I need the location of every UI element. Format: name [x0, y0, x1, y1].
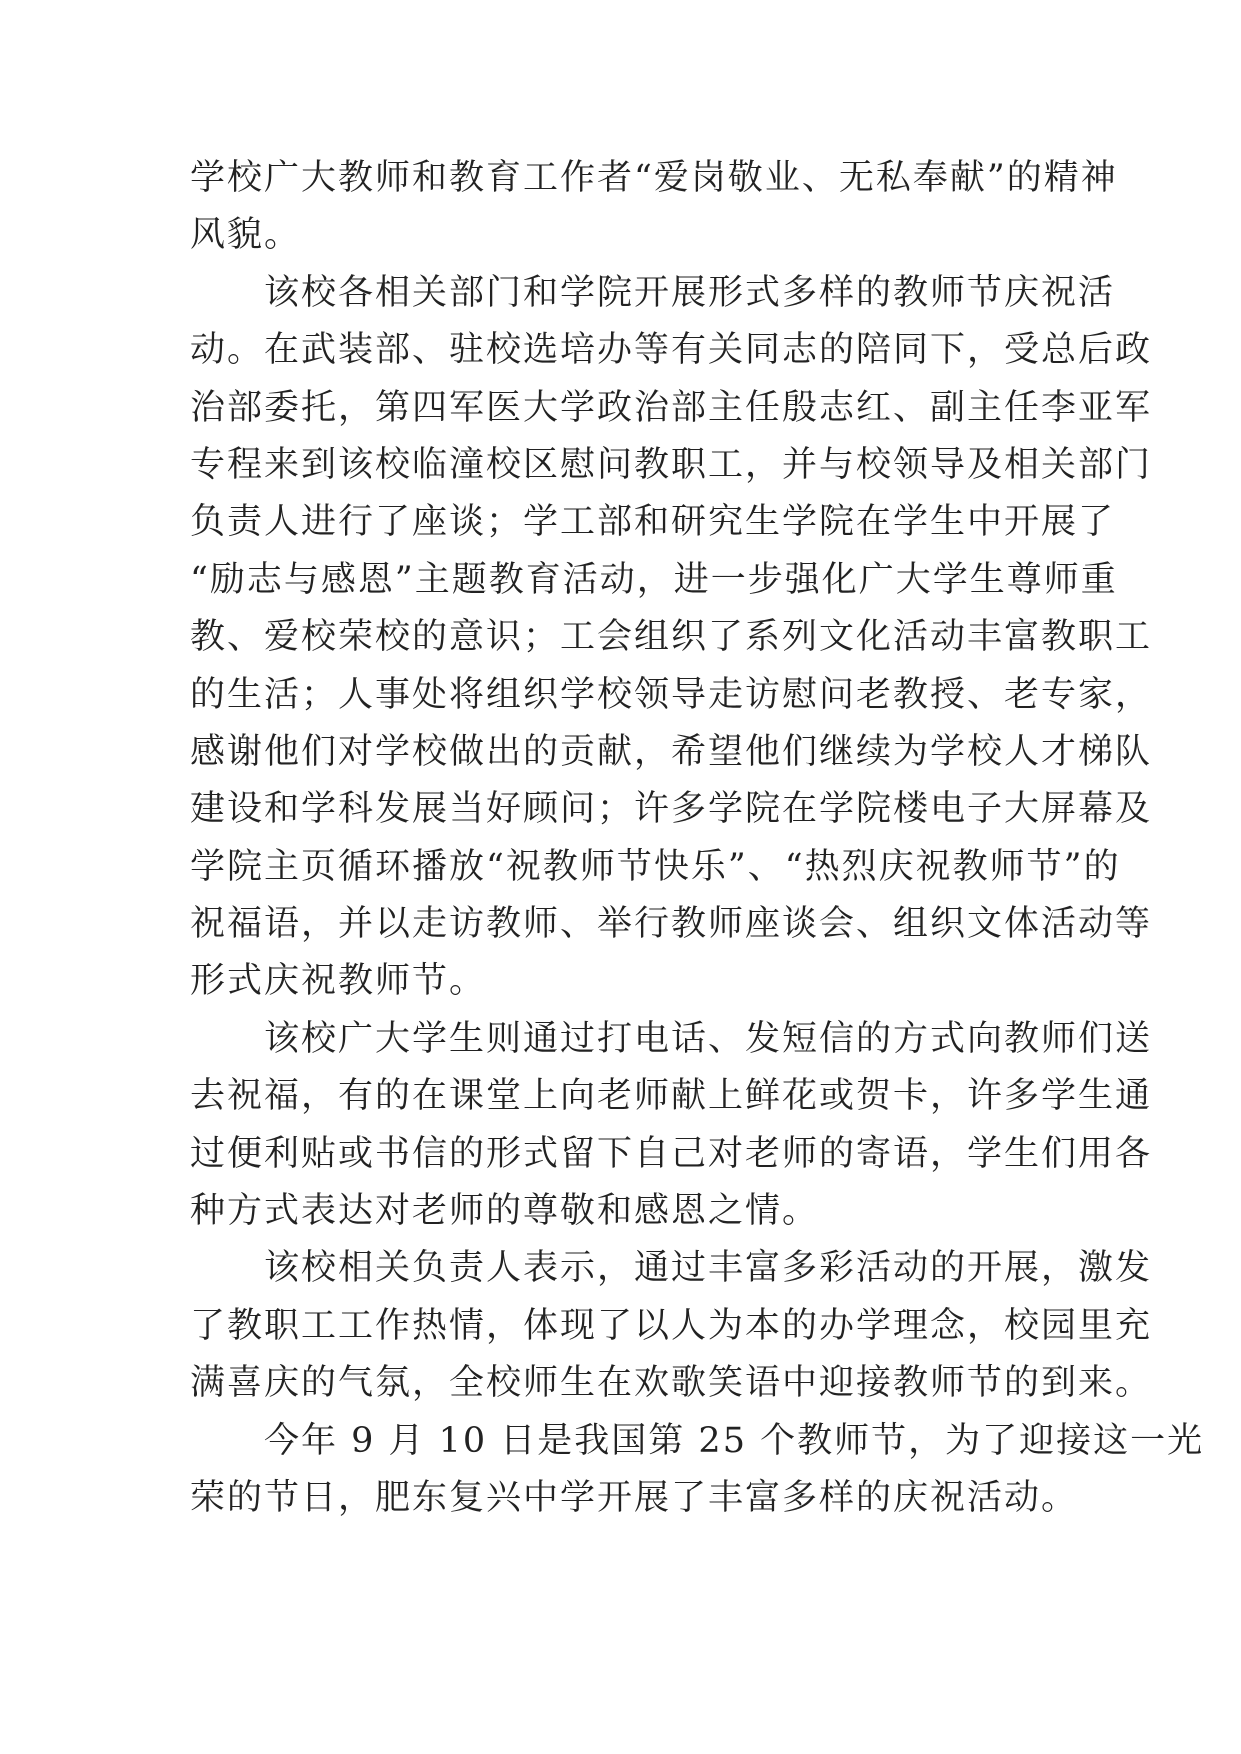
text-line: 种方式表达对老师的尊敬和感恩之情。 — [190, 1191, 820, 1232]
text-line: 荣的节日，肥东复兴中学开展了丰富多样的庆祝活动。 — [190, 1477, 1079, 1518]
text-line: 感谢他们对学校做出的贡献，希望他们继续为学校人才梯队 — [190, 731, 1153, 772]
text-line: 今年 9 月 10 日是我国第 25 个教师节，为了迎接这一光 — [190, 1420, 1205, 1461]
text-line: 动。在武装部、驻校选培办等有关同志的陪同下，受总后政 — [190, 330, 1153, 371]
document-body — [190, 150, 1205, 1527]
text-line: 教、爱校荣校的意识；工会组织了系列文化活动丰富教职工 — [190, 617, 1153, 658]
text-line: 风貌。 — [190, 215, 302, 256]
text-line: 过便利贴或书信的形式留下自己对老师的寄语，学生们用各 — [190, 1133, 1153, 1174]
text-line: 该校各相关部门和学院开展形式多样的教师节庆祝活 — [190, 272, 1116, 313]
text-line: 该校广大学生则通过打电话、发短信的方式向教师们送 — [190, 1018, 1153, 1059]
text-line: 建设和学科发展当好顾问；许多学院在学院楼电子大屏幕及 — [190, 789, 1153, 830]
text-line: 满喜庆的气氛，全校师生在欢歌笑语中迎接教师节的到来。 — [190, 1363, 1153, 1404]
text-line: 该校相关负责人表示，通过丰富多彩活动的开展，激发 — [190, 1248, 1153, 1289]
text-line: 祝福语，并以走访教师、举行教师座谈会、组织文体活动等 — [190, 904, 1153, 945]
text-line: 了教职工工作热情，体现了以人为本的办学理念，校园里充 — [190, 1305, 1153, 1346]
text-line: 学校广大教师和教育工作者“爱岗敬业、无私奉献”的精神 — [190, 158, 1118, 198]
text-line: 治部委托，第四军医大学政治部主任殷志红、副主任李亚军 — [190, 387, 1153, 428]
text-line: 学院主页循环播放“祝教师节快乐”、“热烈庆祝教师节”的 — [190, 846, 1121, 887]
text-line: “励志与感恩”主题教育活动，进一步强化广大学生尊师重 — [190, 559, 1118, 600]
text-line: 形式庆祝教师节。 — [190, 961, 487, 1002]
text-line: 去祝福，有的在课堂上向老师献上鲜花或贺卡，许多学生通 — [190, 1076, 1153, 1117]
text-line: 专程来到该校临潼校区慰问教职工，并与校领导及相关部门 — [190, 444, 1153, 485]
text-line: 负责人进行了座谈；学工部和研究生学院在学生中开展了 — [190, 502, 1116, 543]
text-line: 的生活；人事处将组织学校领导走访慰问老教授、老专家， — [190, 674, 1153, 715]
